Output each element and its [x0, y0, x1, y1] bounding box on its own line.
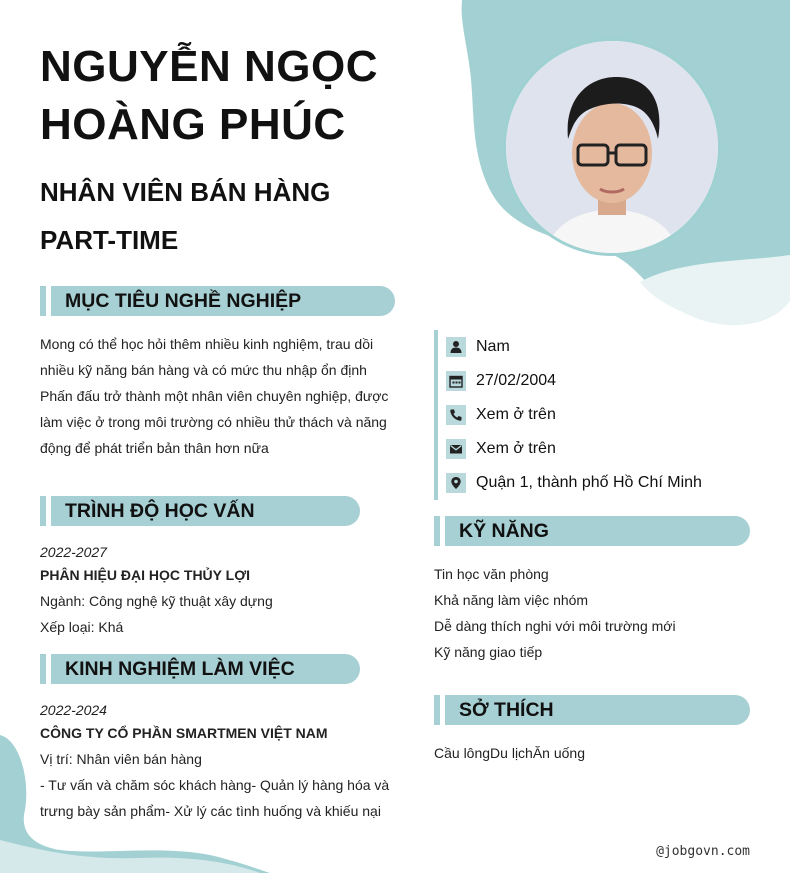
- candidate-name-line1: NGUYỄN NGỌC: [40, 42, 378, 91]
- profile-photo: [503, 38, 721, 256]
- experience-heading-label: KINH NGHIỆM LÀM VIỆC: [65, 658, 295, 680]
- contact-info: [434, 330, 702, 500]
- objective-line: nhiều kỹ năng bán hàng và có mức thu nhập ổn định: [40, 362, 367, 378]
- experience-position: Vị trí: Nhân viên bán hàng: [40, 751, 202, 767]
- hobbies-text: [434, 740, 764, 766]
- experience-entry: [40, 697, 396, 824]
- contact-phone: [446, 398, 702, 432]
- hobbies-value: Cầu lôngDu lịchĂn uống: [434, 745, 585, 761]
- hobbies-heading: [434, 695, 750, 725]
- objective-line: Mong có thể học hỏi thêm nhiều kinh nghiệm, trau dồi: [40, 336, 374, 352]
- contact-gender: [446, 330, 702, 364]
- education-major: Ngành: Công nghệ kỹ thuật xây dựng: [40, 593, 273, 609]
- education-heading: [40, 496, 360, 526]
- gender-value: Nam: [476, 338, 510, 355]
- objective-text: [40, 331, 400, 461]
- skill-item: Khả năng làm việc nhóm: [434, 592, 589, 608]
- job-title: [40, 168, 330, 264]
- hobbies-heading-label: SỞ THÍCH: [459, 699, 554, 721]
- contact-email: [446, 432, 702, 466]
- objective-line: động để phát triển bản thân hơn nữa: [40, 440, 269, 456]
- job-title-line1: NHÂN VIÊN BÁN HÀNG: [40, 177, 331, 207]
- calendar-icon: [446, 371, 466, 391]
- experience-description-line: trưng bày sản phẩm- Xử lý các tình huống và khiếu nại: [40, 803, 381, 819]
- experience-heading: [40, 654, 360, 684]
- objective-line: Phấn đấu trở thành một nhân viên chuyên nghiệp, được: [40, 388, 389, 404]
- experience-company: CÔNG TY CỔ PHẦN SMARTMEN VIỆT NAM: [40, 725, 328, 741]
- skill-item: Kỹ năng giao tiếp: [434, 644, 543, 660]
- contact-address: [446, 466, 702, 500]
- education-grade: Xếp loại: Khá: [40, 619, 124, 635]
- address-value: Quận 1, thành phố Hồ Chí Minh: [476, 474, 702, 491]
- education-entry: [40, 539, 400, 640]
- birthday-value: 27/02/2004: [476, 372, 557, 389]
- phone-value: Xem ở trên: [476, 406, 556, 423]
- skills-heading-label: KỸ NĂNG: [459, 520, 549, 542]
- phone-icon: [446, 405, 466, 425]
- watermark: @jobgovn.com: [656, 844, 750, 859]
- skills-heading: [434, 516, 750, 546]
- education-school: PHÂN HIỆU ĐẠI HỌC THỦY LỢI: [40, 567, 251, 583]
- candidate-name: [40, 38, 378, 154]
- education-period: 2022-2027: [40, 544, 107, 560]
- objective-line: làm việc ở trong môi trường có nhiều thử thách và năng: [40, 414, 387, 430]
- objective-heading: [40, 286, 395, 316]
- education-heading-label: TRÌNH ĐỘ HỌC VẤN: [65, 500, 255, 522]
- location-icon: [446, 473, 466, 493]
- skill-item: Tin học văn phòng: [434, 566, 549, 582]
- candidate-name-line2: HOÀNG PHÚC: [40, 100, 346, 149]
- email-value: Xem ở trên: [476, 440, 556, 457]
- experience-period: 2022-2024: [40, 702, 107, 718]
- job-title-line2: PART-TIME: [40, 225, 179, 255]
- contact-birthday: [446, 364, 702, 398]
- experience-description-line: - Tư vấn và chăm sóc khách hàng- Quản lý hàng hóa và: [40, 777, 390, 793]
- objective-heading-label: MỤC TIÊU NGHỀ NGHIỆP: [65, 290, 302, 312]
- person-icon: [446, 337, 466, 357]
- skill-item: Dễ dàng thích nghi với môi trường mới: [434, 618, 676, 634]
- mail-icon: [446, 439, 466, 459]
- skills-list: [434, 561, 764, 665]
